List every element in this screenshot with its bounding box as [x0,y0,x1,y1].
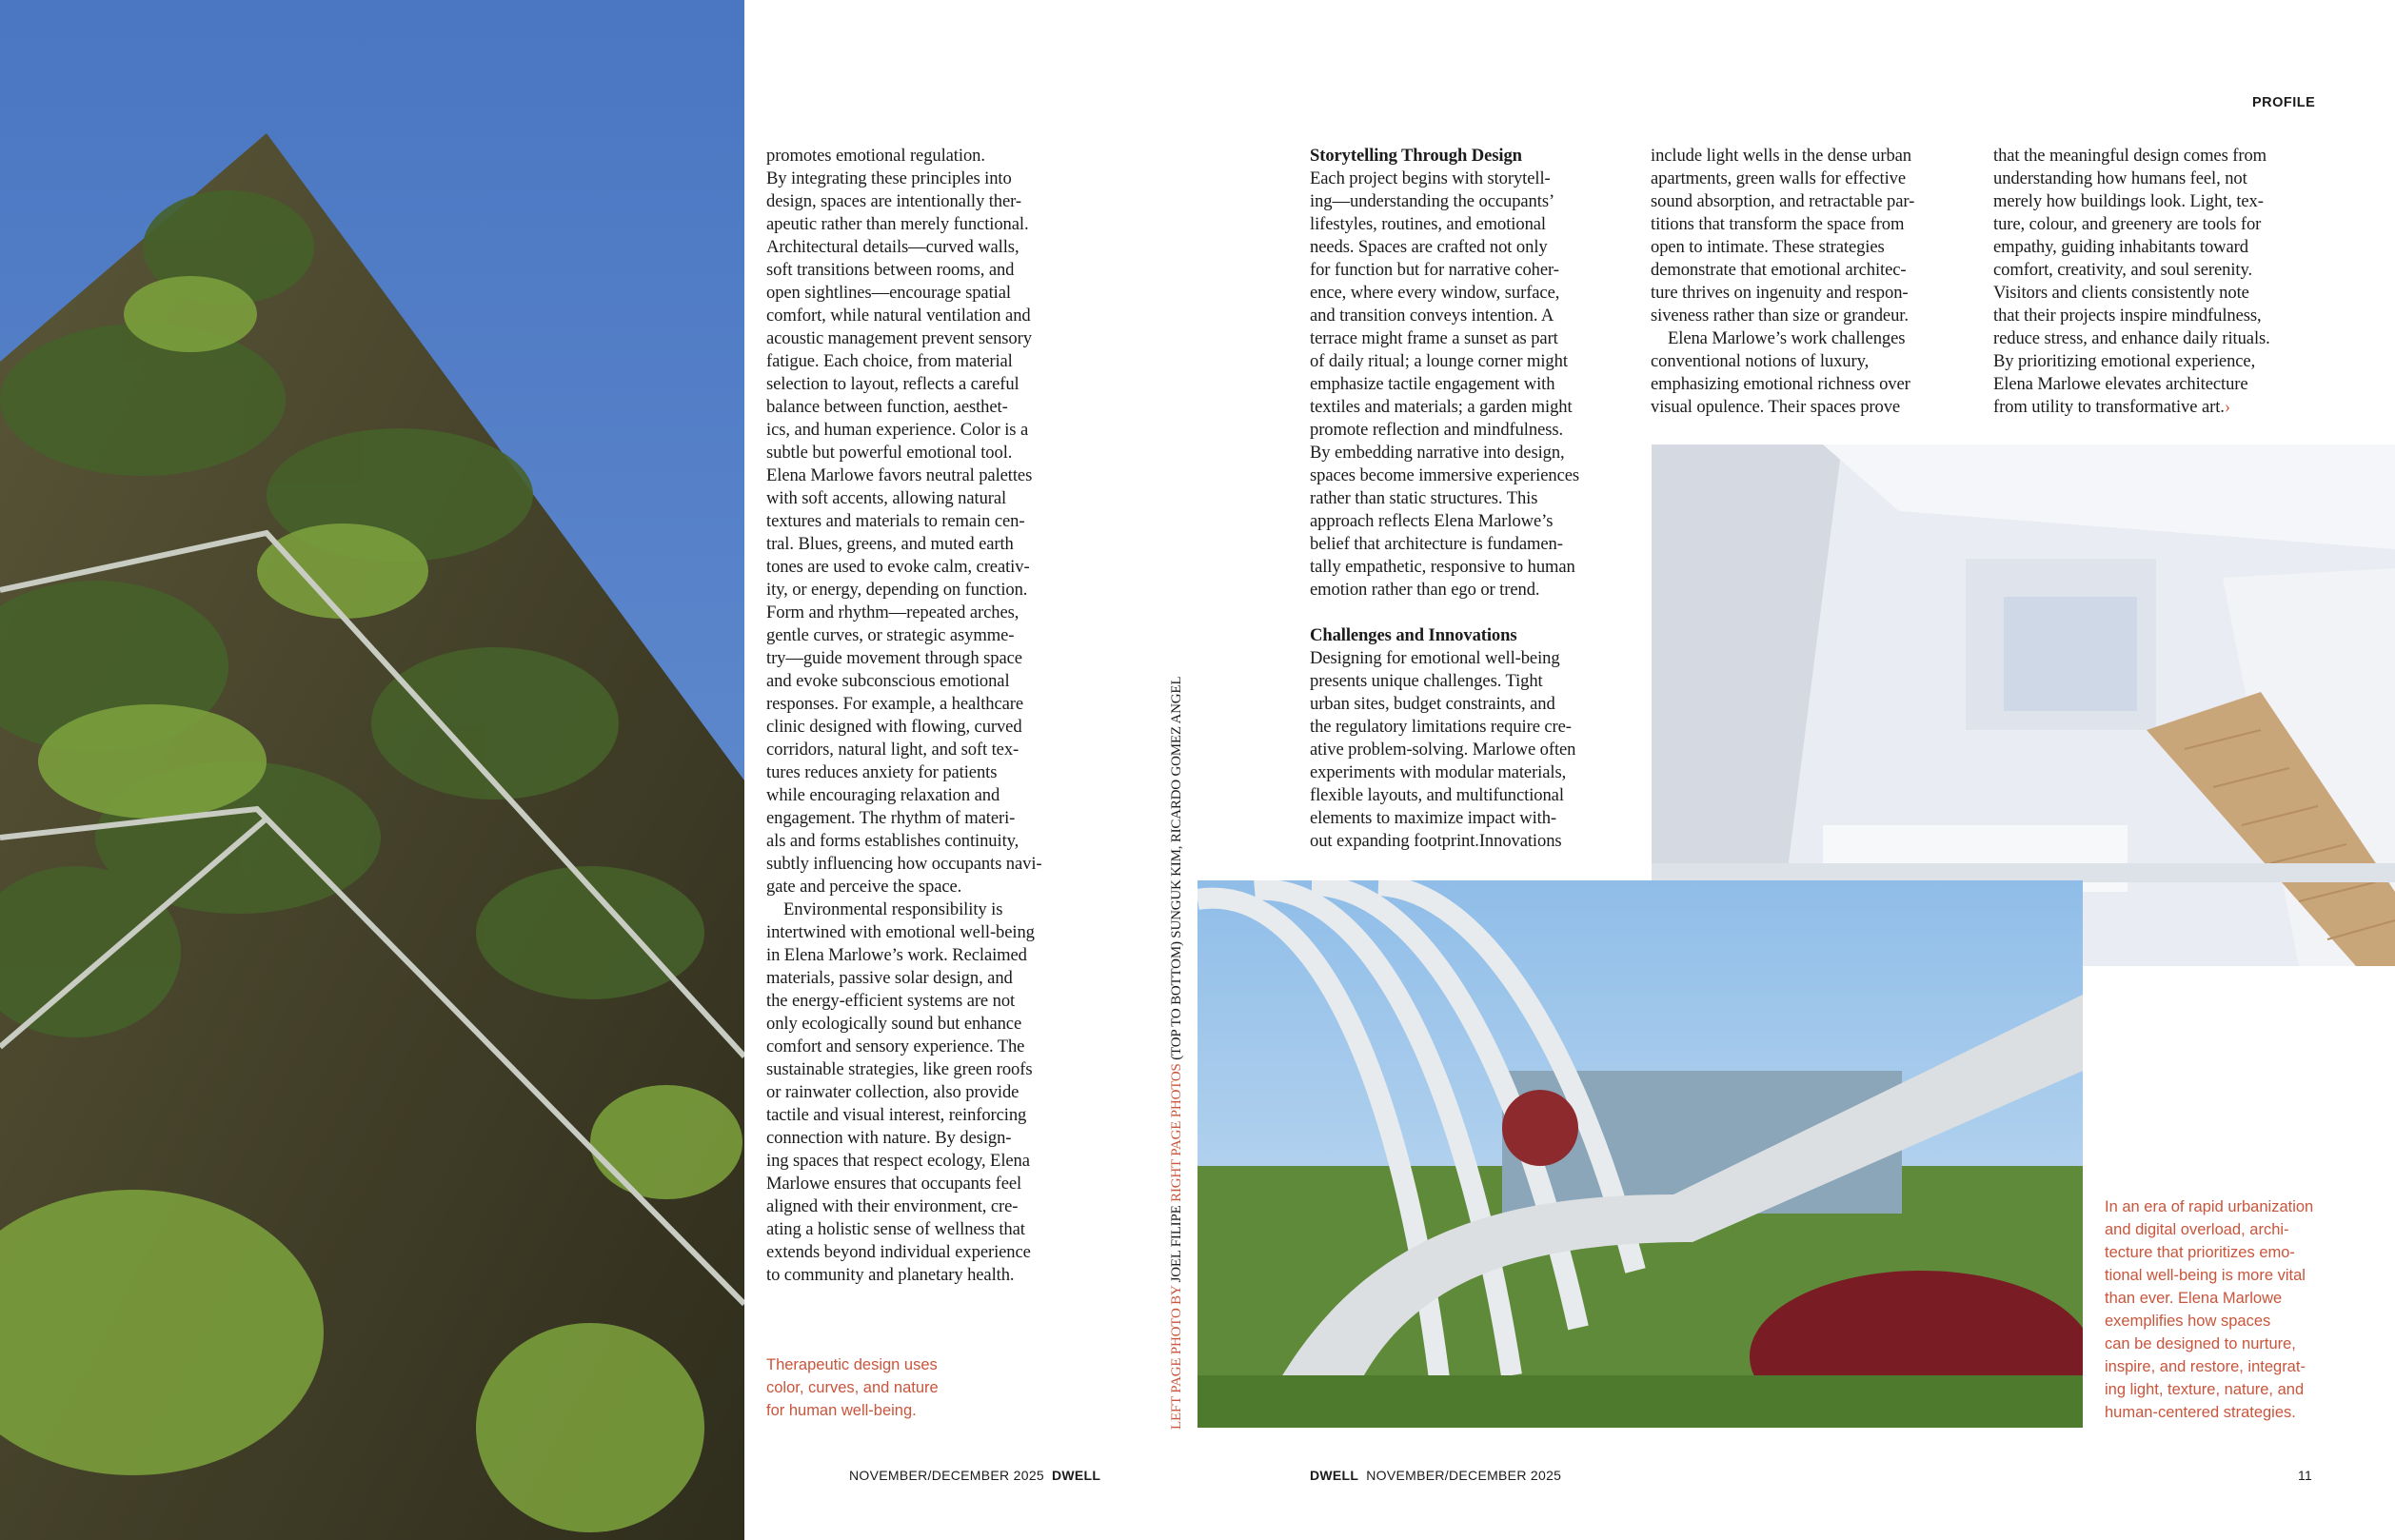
body-line: intertwined with emotional well-being [766,922,1035,942]
body-line: textures and materials to remain cen- [766,511,1025,531]
body-line: belief that architecture is fundamen- [1310,534,1563,554]
caption-line: than ever. Elena Marlowe [2105,1290,2283,1307]
body-line: Environmental responsibility is [783,899,1003,919]
body-line: Each project begins with storytell- [1310,168,1551,188]
body-line: ture, colour, and greenery are tools for [1993,214,2262,234]
credit-right-names: (TOP TO BOTTOM) SUNGUK KIM, RICARDO GOMEZ ANGEL [1169,676,1184,1060]
body-line: spaces become immersive experiences [1310,465,1580,485]
body-line: subtly influencing how occupants navi- [766,854,1042,874]
body-line: demonstrate that emotional architec- [1651,260,1907,280]
body-line: tones are used to evoke calm, creativ- [766,557,1030,577]
caption-line: tional well-being is more vital [2105,1267,2306,1284]
body-line: By integrating these principles into [766,168,1012,188]
photo-curved-roof-bridge [1198,880,2083,1428]
body-line: apeutic rather than merely functional. [766,214,1029,234]
body-line: Elena Marlowe favors neutral palettes [766,465,1033,485]
body-line: apartments, green walls for effective [1651,168,1907,188]
body-line: for function but for narrative coher- [1310,260,1559,280]
body-line: only ecologically sound but enhance [766,1014,1022,1034]
footer-right-date: NOVEMBER/DECEMBER 2025 [1366,1468,1562,1483]
body-column-4 [1993,145,2270,419]
body-line: lifestyles, routines, and emotional [1310,214,1546,234]
body-line: ing—understanding the occupants’ [1310,191,1555,211]
body-line: als and forms establishes continuity, [766,831,1019,851]
footer-left-brand: DWELL [1052,1468,1101,1483]
body-line: promotes emotional regulation. [766,146,985,166]
caption-line: can be designed to nurture, [2105,1335,2296,1352]
body-line: Elena Marlowe’s work challenges [1668,328,1906,348]
body-line: Visitors and clients consistently note [1993,283,2249,303]
body-line: ating a holistic sense of wellness that [766,1219,1025,1239]
body-line: to community and planetary health. [766,1265,1015,1285]
body-line: Elena Marlowe elevates architecture [1993,374,2248,394]
body-line: ing spaces that respect ecology, Elena [766,1151,1030,1171]
body-line: fatigue. Each choice, from material [766,351,1013,371]
body-line: merely how buildings look. Light, tex- [1993,191,2264,211]
caption-line: exemplifies how spaces [2105,1313,2271,1330]
body-line: include light wells in the dense urban [1651,146,1912,166]
body-line: comfort, creativity, and soul serenity. [1993,260,2252,280]
body-line: materials, passive solar design, and [766,968,1013,988]
caption-line: inspire, and restore, integrat- [2105,1358,2306,1375]
body-line: empathy, guiding inhabitants toward [1993,237,2248,257]
body-line: clinic designed with flowing, curved [766,717,1022,737]
body-line: that the meaningful design comes from [1993,146,2267,166]
body-line: tally empathetic, responsive to human [1310,557,1575,577]
footer-left-date: NOVEMBER/DECEMBER 2025 [849,1468,1044,1483]
body-line: ity, or energy, depending on function. [766,580,1028,600]
pull-caption-left [766,1353,939,1422]
body-line: acoustic management prevent sensory [766,328,1032,348]
page-number: 11 [2298,1468,2313,1483]
body-line: open to intimate. These strategies [1651,237,1885,257]
caption-line: tecture that prioritizes emo- [2105,1244,2295,1261]
body-line: emotion rather than ego or trend. [1310,580,1540,600]
caption-line: ing light, texture, nature, and [2105,1381,2305,1398]
body-column-3 [1651,145,1914,419]
body-line: By prioritizing emotional experience, [1993,351,2256,371]
caption-line: and digital overload, archi- [2105,1221,2289,1238]
body-line: flexible layouts, and multifunctional [1310,785,1564,805]
photo-vertical-forest-tower [0,0,744,1540]
body-line: ics, and human experience. Color is a [766,420,1029,440]
body-line: in Elena Marlowe’s work. Reclaimed [766,945,1027,965]
body-line: experiments with modular materials, [1310,762,1567,782]
body-line: balance between function, aesthet- [766,397,1008,417]
photo-credit [1169,677,1185,1430]
body-line: connection with nature. By design- [766,1128,1012,1148]
body-line: Form and rhythm—repeated arches, [766,602,1019,622]
body-line: Designing for emotional well-being [1310,648,1560,668]
body-line: engagement. The rhythm of materi- [766,808,1016,828]
body-line: try—guide movement through space [766,648,1022,668]
footer-left [849,1468,1108,1483]
body-line: textiles and materials; a garden might [1310,397,1573,417]
body-line: corridors, natural light, and soft tex- [766,740,1019,760]
body-line: siveness rather than size or grandeur. [1651,306,1909,326]
body-line: tactile and visual interest, reinforcing [766,1105,1027,1125]
body-line: reduce stress, and enhance daily rituals. [1993,328,2270,348]
body-line: responses. For example, a healthcare [766,694,1024,714]
pull-caption-right [2105,1195,2313,1424]
credit-left-label: LEFT PAGE PHOTO BY [1169,1285,1184,1430]
body-line: the energy-efficient systems are not [766,991,1016,1011]
body-line: open sightlines—encourage spatial [766,283,1011,303]
body-line: visual opulence. Their spaces prove [1651,397,1901,417]
section-heading: Challenges and Innovations [1310,625,1517,645]
body-line: design, spaces are intentionally ther- [766,191,1021,211]
body-line: comfort and sensory experience. The [766,1037,1025,1056]
body-line: ture thrives on ingenuity and respon- [1651,283,1909,303]
body-line: emphasize tactile engagement with [1310,374,1555,394]
body-line: conventional notions of luxury, [1651,351,1870,371]
body-line: with soft accents, allowing natural [766,488,1007,508]
body-line: emphasizing emotional richness over [1651,374,1910,394]
body-line: promote reflection and mindfulness. [1310,420,1564,440]
body-line: Architectural details—curved walls, [766,237,1019,257]
body-line: understanding how humans feel, not [1993,168,2247,188]
footer-right [1302,1468,1561,1483]
body-line: extends beyond individual experience [766,1242,1031,1262]
body-line: By embedding narrative into design, [1310,443,1565,463]
caption-line: Therapeutic design uses [766,1356,938,1373]
body-line: tures reduces anxiety for patients [766,762,998,782]
body-line: and evoke subconscious emotional [766,671,1010,691]
body-line: from utility to transformative art.› [1993,397,2230,417]
caption-line: human-centered strategies. [2105,1404,2296,1421]
body-line: the regulatory limitations require cre- [1310,717,1572,737]
body-line: out expanding footprint.Innovations [1310,831,1562,851]
body-line: aligned with their environment, cre- [766,1196,1019,1216]
section-heading: Storytelling Through Design [1310,146,1522,166]
body-line: urban sites, budget constraints, and [1310,694,1555,714]
body-line: gentle curves, or strategic asymme- [766,625,1015,645]
caption-line: color, curves, and nature [766,1379,939,1396]
body-line: ence, where every window, surface, [1310,283,1560,303]
body-column-2 [1310,145,1579,853]
credit-left-name: JOEL FILIPE [1169,1205,1184,1283]
body-line: rather than static structures. This [1310,488,1538,508]
body-line: subtle but powerful emotional tool. [766,443,1013,463]
body-line: that their projects inspire mindfulness, [1993,306,2262,326]
caption-line: for human well-being. [766,1402,917,1419]
caption-line: In an era of rapid urbanization [2105,1198,2314,1215]
body-line: comfort, while natural ventilation and [766,306,1031,326]
body-line: of daily ritual; a lounge corner might [1310,351,1568,371]
body-line: tral. Blues, greens, and muted earth [766,534,1014,554]
body-line: soft transitions between rooms, and [766,260,1015,280]
body-line: sustainable strategies, like green roofs [766,1059,1033,1079]
body-line: or rainwater collection, also provide [766,1082,1019,1102]
body-line: ative problem-solving. Marlowe often [1310,740,1576,760]
section-label: PROFILE [2252,95,2316,110]
body-line: approach reflects Elena Marlowe’s [1310,511,1554,531]
body-line: Marlowe ensures that occupants feel [766,1174,1022,1194]
body-line: sound absorption, and retractable par- [1651,191,1915,211]
footer-right-brand: DWELL [1310,1468,1359,1483]
body-line: presents unique challenges. Tight [1310,671,1543,691]
body-line: while encouraging relaxation and [766,785,1000,805]
body-line: titions that transform the space from [1651,214,1905,234]
body-line: and transition conveys intention. A [1310,306,1554,326]
body-line: elements to maximize impact with- [1310,808,1557,828]
body-line: needs. Spaces are crafted not only [1310,237,1548,257]
paragraph-gap [1310,602,1579,624]
credit-right-label: RIGHT PAGE PHOTOS [1169,1063,1184,1202]
body-line: gate and perceive the space. [766,877,962,897]
body-column-1 [766,145,1042,1287]
end-mark-icon: › [2224,397,2230,417]
body-line: terrace might frame a sunset as part [1310,328,1558,348]
body-line: selection to layout, reflects a careful [766,374,1019,394]
